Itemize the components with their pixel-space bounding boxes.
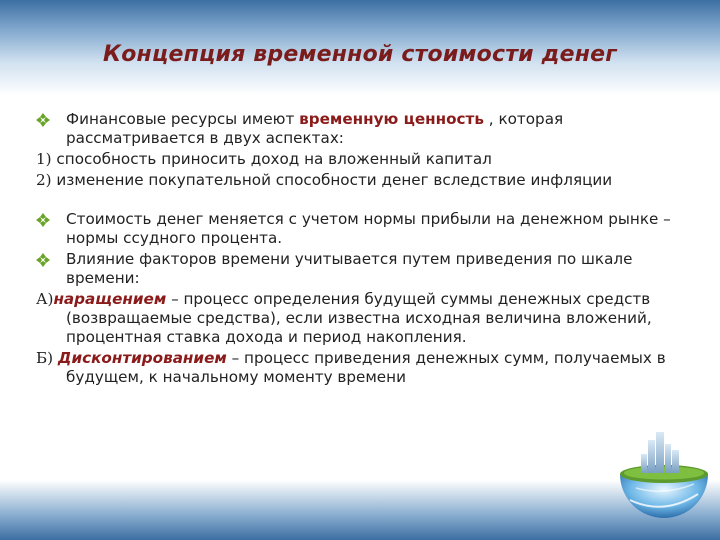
p1-post: , которая рассматривается в двух аспектах:	[66, 110, 564, 147]
p1-pre: Финансовые ресурсы имеют	[66, 110, 300, 128]
diamond-bullet-icon	[36, 113, 50, 127]
footer-band	[0, 480, 720, 540]
item-2-number: 2)	[36, 171, 52, 189]
p2-text: Стоимость денег меняется с учетом нормы прибыли на денежном рынке – нормы ссудного процента.	[66, 210, 671, 247]
globe-city-icon	[614, 422, 714, 530]
item-1-text: способность приносить доход на вложенный капитал	[51, 150, 492, 168]
lettered-item-b	[36, 349, 676, 387]
bullet-time-factors	[36, 250, 676, 288]
lettered-item-a	[36, 290, 676, 347]
item-a-text: – процесс определения будущей суммы денежных средств (возвращаемые средства), если известна исходная величина вложений, процентная ставка дохода и период накопления.	[66, 290, 652, 346]
item-b-text: – процесс приведения денежных сумм, получаемых в будущем, к начальному моменту времени	[66, 349, 666, 386]
slide-content	[36, 110, 676, 387]
p3-text: Влияние факторов времени учитывается путем приведения по шкале времени:	[66, 250, 633, 287]
numbered-item-2	[36, 171, 676, 190]
item-1-number: 1)	[36, 150, 52, 168]
bullet-money-value	[36, 210, 676, 248]
item-b-letter: Б)	[36, 349, 58, 367]
bullet-time-value	[36, 110, 676, 148]
numbered-item-1	[36, 150, 676, 169]
item-a-letter: А)	[36, 290, 54, 308]
item-2-text: изменение покупательной способности денег вследствие инфляции	[51, 171, 613, 189]
item-b-term: Дисконтированием	[57, 349, 227, 367]
diamond-bullet-icon	[36, 253, 50, 267]
slide-title: Концепция временной стоимости денег	[103, 42, 617, 67]
diamond-bullet-icon	[36, 213, 50, 227]
item-a-term: наращением	[53, 290, 167, 308]
p1-highlight: временную ценность	[299, 110, 484, 128]
